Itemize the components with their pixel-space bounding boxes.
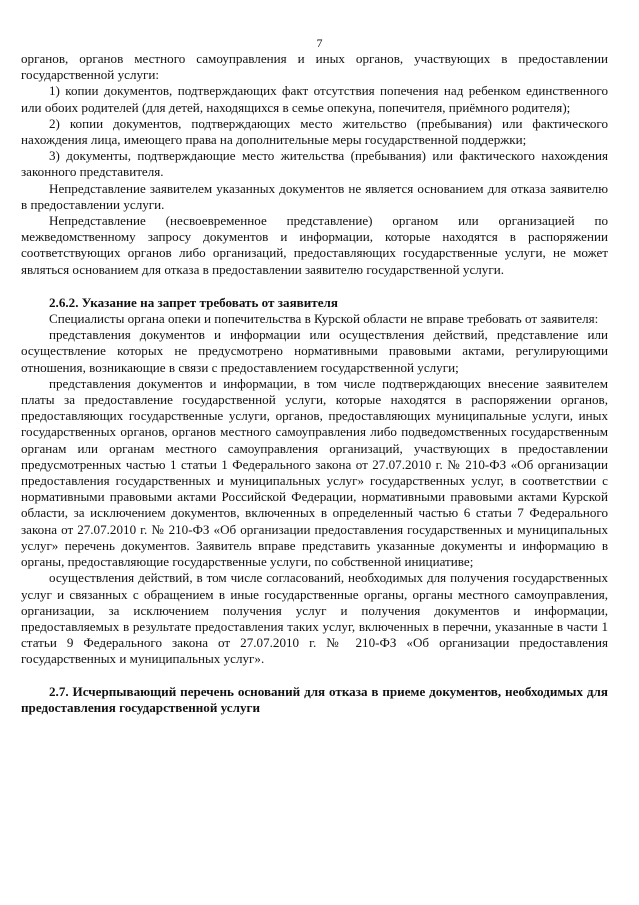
page-number: 7 bbox=[316, 36, 323, 50]
list-item-3: 3) документы, подтверждающие место жительства (пребывания) или фактического нахождения законного представителя. bbox=[21, 148, 608, 180]
document-body bbox=[21, 51, 608, 716]
paragraph-continuation: органов, органов местного самоуправления и иных органов, участвующих в предоставлении государственной услуги: bbox=[21, 51, 608, 83]
paragraph-prohibition-2: представления документов и информации, в том числе подтверждающих внесение заявителем платы за предоставление государственной услуги, которые находятся в распоряжении органов, предоставляющих государственные услуги, органов, предоставляющих муниципальные услуги, иных государственных органов, органов местного самоуправления либо подведомственных государственным органам или органам местного самоуправления организаций, участвующих в предоставлении предусмотренных частью 1 статьи 1 Федерального закона от 27.07.2010 г. № 210-ФЗ «Об организации предоставления государственных и муниципальных услуг» государственных услуг, в соответствии с нормативными правовыми актами Российской Федерации, нормативными правовыми актами Курской области, за исключением документов, включенных в определенный частью 6 статьи 7 Федерального закона от 27.07.2010 г. № 210-ФЗ «Об организации предоставления государственных и муниципальных услуг» перечень документов. Заявитель вправе представить указанные документы и информацию в органы, предоставляющие государственные услуги, по собственной инициативе; bbox=[21, 375, 608, 570]
list-item-1: 1) копии документов, подтверждающих факт отсутствия попечения над ребенком единственного или обоих родителей (для детей, находящихся в семье опекуна, попечителя, приёмного родителя); bbox=[21, 83, 608, 115]
section-heading-2-7: 2.7. Исчерпывающий перечень оснований для отказа в приеме документов, необходимых для предоставления государственной услуги bbox=[21, 683, 608, 715]
paragraph-prohibition-3: осуществления действий, в том числе согласований, необходимых для получения государственных услуг и связанных с обращением в иные государственные органы, органы местного самоуправления, организации, за исключением получения услуг и получения документов и информации, предоставляемых в результате предоставления таких услуг, включенных в перечни, указанные в части 1 статьи 9 Федерального закона от 27.07.2010 г. № 210-ФЗ «Об организации предоставления государственных и муниципальных услуг». bbox=[21, 570, 608, 667]
list-item-2: 2) копии документов, подтверждающих место жительство (пребывания) или фактического нахождения лица, имеющего права на дополнительные меры государственной поддержки; bbox=[21, 115, 608, 148]
paragraph-interdepartmental: Непредставление (несвоевременное представление) органом или организацией по межведомственному запросу документов и информации, которые находятся в распоряжении соответствующих органов либо организаций, предоставляющих государственные услуги, не может являться основанием для отказа в предоставлении заявителю государственной услуги. bbox=[21, 213, 608, 277]
paragraph-non-submission: Непредставление заявителем указанных документов не является основанием для отказа заявителю в предоставлении услуги. bbox=[21, 180, 608, 212]
paragraph-prohibition-1: представления документов и информации или осуществления действий, представление или осуществление которых не предусмотрено нормативными правовыми актами, регулирующими отношения, возникающие в связи с предоставлением государственной услуги; bbox=[21, 327, 608, 375]
section-heading-2-6-2: 2.6.2. Указание на запрет требовать от заявителя bbox=[49, 294, 338, 310]
paragraph-prohibition-intro: Специалисты органа опеки и попечительства в Курской области не вправе требовать от заявителя: bbox=[49, 311, 599, 327]
